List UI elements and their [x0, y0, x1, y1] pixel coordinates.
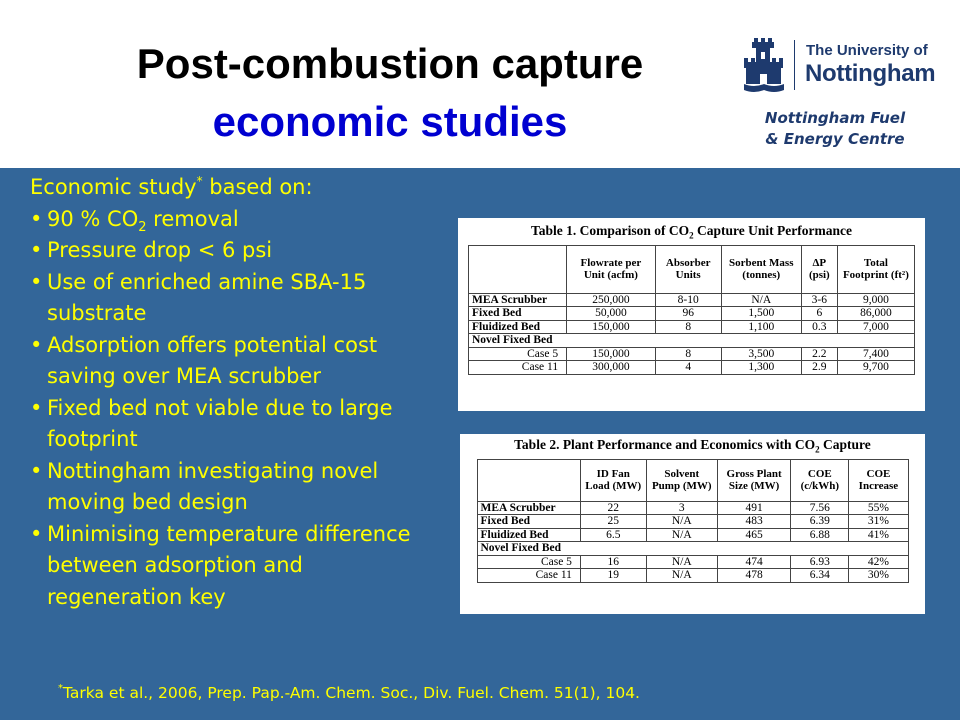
caption-text: Capture Unit Performance [693, 223, 852, 238]
bullet-item: • Adsorption offers potential cost saving over MEA scrubber [30, 330, 440, 393]
header-cell: Sorbent Mass (tonnes) [721, 245, 801, 293]
cell: 8 [655, 347, 721, 361]
caption-text: Capture [819, 437, 871, 452]
bullet-item: • Fixed bed not viable due to large footprint [30, 393, 440, 456]
group-label: Novel Fixed Bed [469, 334, 915, 348]
footnote-mark: * [58, 683, 63, 694]
logo-divider [794, 40, 795, 90]
bullet-text: removal [146, 206, 239, 231]
table-2-image [460, 434, 925, 614]
bullet-item: • Use of enriched amine SBA-15 substrate [30, 267, 440, 330]
subscript-2: 2 [138, 219, 147, 235]
table-row [469, 293, 915, 307]
cell: 7,000 [837, 320, 914, 334]
table-row [477, 569, 908, 583]
intro-footnote-mark: * [196, 174, 203, 188]
cell: 483 [717, 515, 790, 529]
cell: 6.93 [791, 555, 849, 569]
header-cell: COE Increase [849, 459, 908, 501]
footnote [58, 684, 640, 702]
cell: 22 [580, 501, 646, 515]
cell: 3,500 [721, 347, 801, 361]
row-label: Fluidized Bed [477, 528, 580, 542]
row-label: Fixed Bed [477, 515, 580, 529]
cell: 465 [717, 528, 790, 542]
intro-tail: based on: [202, 175, 313, 199]
table-2 [477, 459, 909, 583]
slide-title-line-2: economic studies [212, 98, 568, 145]
cell: 4 [655, 361, 721, 375]
caption-sub: 2 [689, 230, 694, 241]
cell: 19 [580, 569, 646, 583]
row-label: MEA Scrubber [477, 501, 580, 515]
cell: 150,000 [567, 320, 656, 334]
header-cell: COE (c/kWh) [791, 459, 849, 501]
centre-label [730, 108, 940, 150]
table-2-caption [460, 437, 925, 455]
header-cell: ΔP (psi) [801, 245, 837, 293]
header-cell: Solvent Pump (MW) [646, 459, 717, 501]
cell: 474 [717, 555, 790, 569]
group-label: Novel Fixed Bed [477, 542, 908, 556]
cell: 0.3 [801, 320, 837, 334]
table-row [477, 515, 908, 529]
row-label: Fluidized Bed [469, 320, 567, 334]
cell: 8 [655, 320, 721, 334]
table-header-row [477, 459, 908, 501]
logo-nottingham: Nottingham [805, 60, 936, 87]
header-cell: Absorber Units [655, 245, 721, 293]
castle-crest-icon [742, 36, 786, 92]
table-row [469, 361, 915, 375]
row-label: Case 11 [469, 361, 567, 375]
table-row [469, 307, 915, 321]
cell: 6.39 [791, 515, 849, 529]
cell: 8-10 [655, 293, 721, 307]
logo-university-of: The University of [806, 42, 928, 59]
cell: 6.34 [791, 569, 849, 583]
cell: 2.9 [801, 361, 837, 375]
header-cell: Gross Plant Size (MW) [717, 459, 790, 501]
bullet-item: • Minimising temperature difference between adsorption and regeneration key [30, 519, 440, 614]
cell: 9,000 [837, 293, 914, 307]
bullet-list [30, 204, 440, 614]
intro-line [30, 172, 440, 204]
cell: N/A [646, 555, 717, 569]
cell: 96 [655, 307, 721, 321]
cell: 7,400 [837, 347, 914, 361]
cell: 300,000 [567, 361, 656, 375]
cell: 7.56 [791, 501, 849, 515]
cell: 3 [646, 501, 717, 515]
centre-line-1: Nottingham Fuel [764, 109, 906, 127]
cell: 41% [849, 528, 908, 542]
cell: 55% [849, 501, 908, 515]
cell: 30% [849, 569, 908, 583]
row-label: MEA Scrubber [469, 293, 567, 307]
header-cell: Flowrate per Unit (acfm) [567, 245, 656, 293]
table-1 [468, 245, 915, 375]
cell: 1,500 [721, 307, 801, 321]
header-cell [477, 459, 580, 501]
cell: 6.5 [580, 528, 646, 542]
slide-title-line-1: Post-combustion capture [136, 40, 644, 87]
table-row [477, 501, 908, 515]
caption-text: Table 1. Comparison of CO [531, 223, 690, 238]
cell: 250,000 [567, 293, 656, 307]
slide-header [0, 0, 960, 168]
cell: 478 [717, 569, 790, 583]
cell: 150,000 [567, 347, 656, 361]
cell: 3-6 [801, 293, 837, 307]
caption-text: Table 2. Plant Performance and Economics with CO [514, 437, 816, 452]
cell: N/A [721, 293, 801, 307]
cell: 1,100 [721, 320, 801, 334]
cell: 9,700 [837, 361, 914, 375]
table-1-caption [458, 223, 925, 241]
table-group-row [477, 542, 908, 556]
centre-line-2: & Energy Centre [765, 130, 905, 148]
cell: 50,000 [567, 307, 656, 321]
cell: 31% [849, 515, 908, 529]
cell: 42% [849, 555, 908, 569]
bullet-item [30, 204, 440, 236]
bullet-text: 90 % CO [47, 206, 139, 231]
header-cell: ID Fan Load (MW) [580, 459, 646, 501]
row-label: Case 11 [477, 569, 580, 583]
university-logo [742, 36, 942, 98]
table-row [469, 347, 915, 361]
header-cell [469, 245, 567, 293]
table-group-row [469, 334, 915, 348]
table-1-image [458, 218, 925, 411]
bullet-item: • Pressure drop < 6 psi [30, 235, 440, 267]
cell: 6 [801, 307, 837, 321]
cell: 491 [717, 501, 790, 515]
cell: 1,300 [721, 361, 801, 375]
cell: 86,000 [837, 307, 914, 321]
bullet-item: • Nottingham investigating novel moving bed design [30, 456, 440, 519]
cell: N/A [646, 528, 717, 542]
table-row [469, 320, 915, 334]
cell: N/A [646, 569, 717, 583]
cell: 25 [580, 515, 646, 529]
footnote-text: Tarka et al., 2006, Prep. Pap.-Am. Chem. Soc., Div. Fuel. Chem. 51(1), 104. [63, 684, 640, 702]
intro-text: Economic study [30, 175, 197, 199]
row-label: Fixed Bed [469, 307, 567, 321]
caption-sub: 2 [815, 444, 820, 455]
cell: 16 [580, 555, 646, 569]
row-label: Case 5 [469, 347, 567, 361]
header-cell: Total Footprint (ft²) [837, 245, 914, 293]
cell: 2.2 [801, 347, 837, 361]
table-header-row [469, 245, 915, 293]
bullet-content [30, 172, 440, 613]
cell: 6.88 [791, 528, 849, 542]
cell: N/A [646, 515, 717, 529]
table-row [477, 555, 908, 569]
table-row [477, 528, 908, 542]
row-label: Case 5 [477, 555, 580, 569]
